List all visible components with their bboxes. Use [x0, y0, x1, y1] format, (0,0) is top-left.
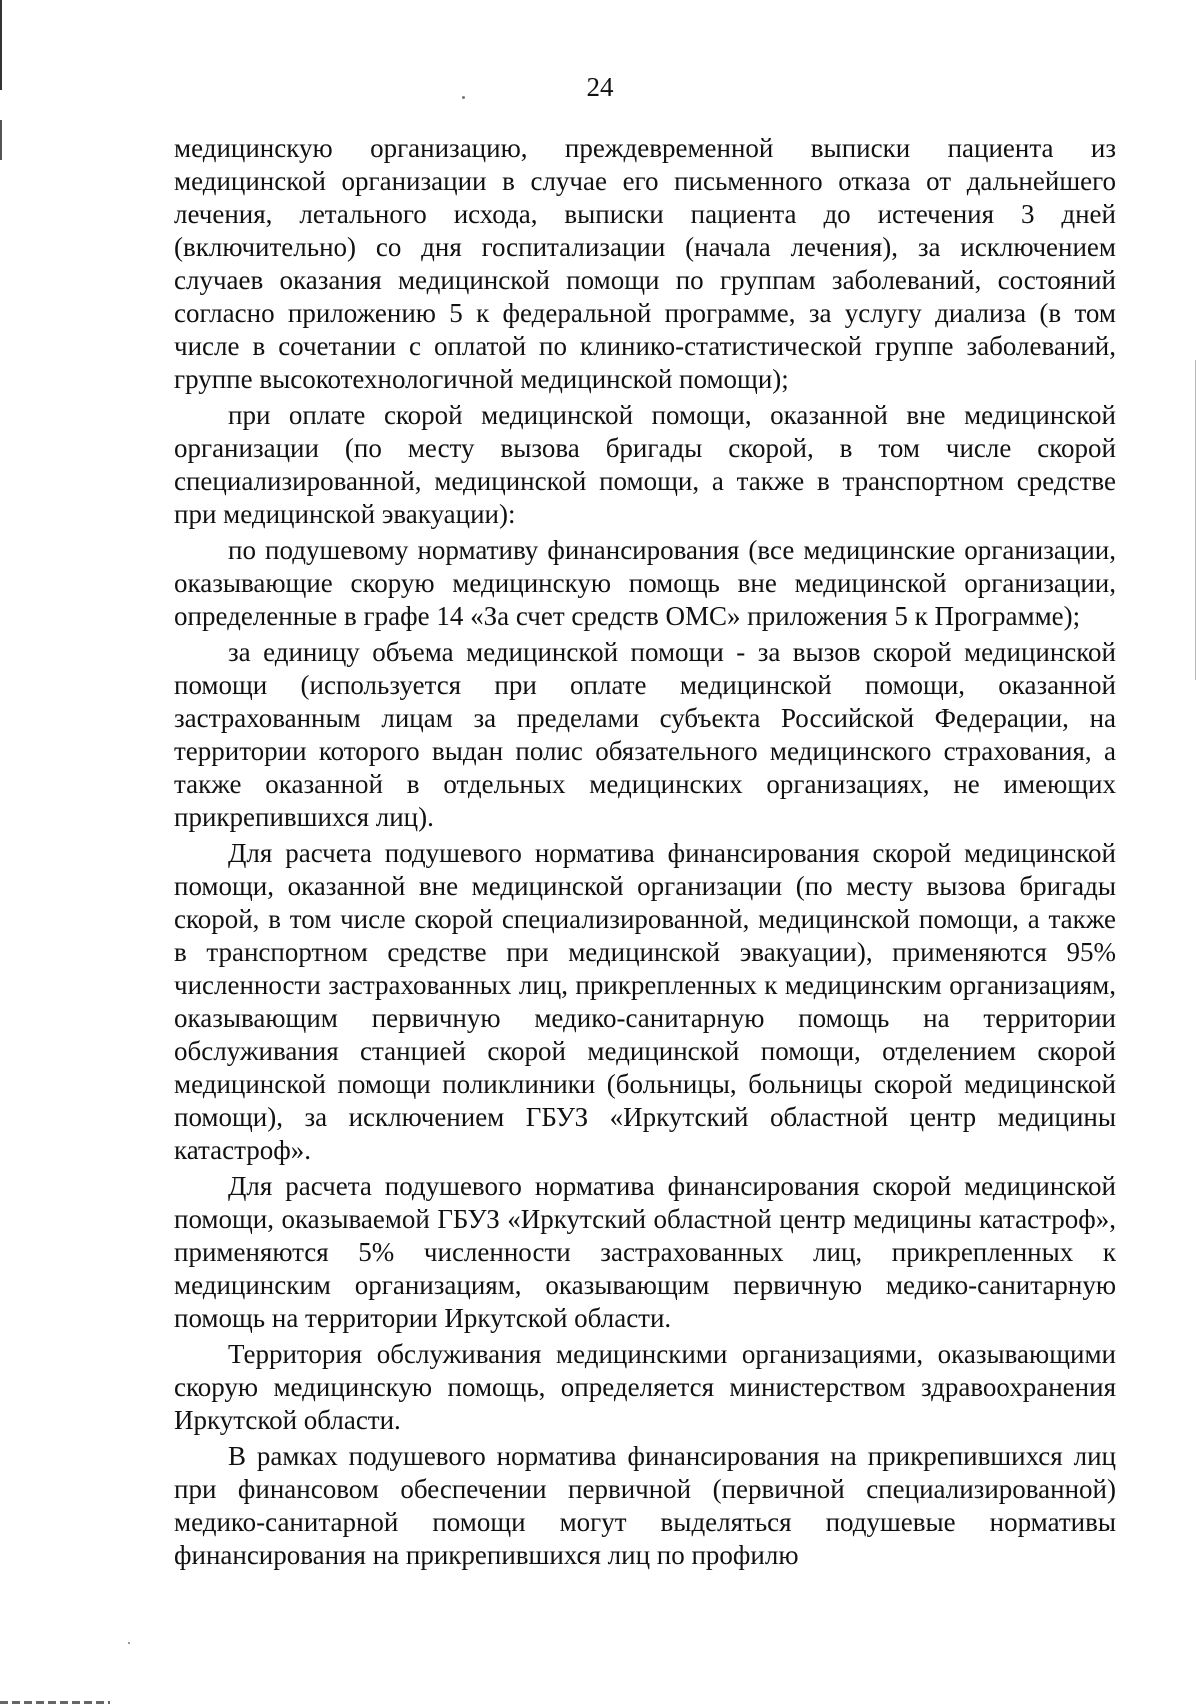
paragraph: Для расчета подушевого норматива финансирования скорой медицинской помощи, оказываемой ГБУЗ «Иркутский областной центр медицины катастроф», применяются 5% численности застрахованных лиц, прикрепленных к медицинским организациям, оказывающим первичную медико-санитарную помощь на территории Иркутской области.	[174, 1171, 1116, 1333]
page-number: 24	[586, 72, 614, 102]
paragraph: по подушевому нормативу финансирования (все медицинские организации, оказывающие скорую медицинскую помощь вне медицинской организации, определенные в графе 14 «За счет средств ОМС» приложения 5 к Программе);	[174, 535, 1116, 631]
document-body	[174, 132, 1116, 1572]
paragraph: медицинскую организацию, преждевременной выписки пациента из медицинской организации в случае его письменного отказа от дальнейшего лечения, летального исхода, выписки пациента до истечения 3 дней (включительно) со дня госпитализации (начала лечения), за исключением случаев оказания медицинской помощи по группам заболеваний, состояний согласно приложению 5 к федеральной программе, за услугу диализа (в том числе в сочетании с оплатой по клинико-статистической группе заболеваний, группе высокотехнологичной медицинской помощи);	[174, 133, 1116, 394]
paragraph: В рамках подушевого норматива финансирования на прикрепившихся лиц при финансовом обеспечении первичной (первичной специализированной) медико-санитарной помощи могут выделяться подушевые нормативы финансирования на прикрепившихся лиц по профилю	[174, 1441, 1116, 1570]
paragraph: за единицу объема медицинской помощи - за вызов скорой медицинской помощи (используется при оплате медицинской помощи, оказанной застрахованным лицам за пределами субъекта Российской Федерации, на территории которого выдан полис обязательного медицинского страхования, а также оказанной в отдельных медицинских организациях, не имеющих прикрепившихся лиц).	[174, 637, 1116, 832]
paragraph: Территория обслуживания медицинскими организациями, оказывающими скорую медицинскую помощь, определяется министерством здравоохранения Иркутской области.	[174, 1339, 1116, 1435]
paragraph: при оплате скорой медицинской помощи, оказанной вне медицинской организации (по месту вызова бригады скорой, в том числе скорой специализированной, медицинской помощи, а также в транспортном средстве при медицинской эвакуации):	[174, 400, 1116, 529]
scan-speck	[128, 1642, 130, 1644]
scan-edge-mark	[1195, 360, 1196, 680]
paragraph: Для расчета подушевого норматива финансирования скорой медицинской помощи, оказанной вне медицинской организации (по месту вызова бригады скорой, в том числе скорой специализированной, медицинской помощи, а также в транспортном средстве при медицинской эвакуации), применяются 95% численности застрахованных лиц, прикрепленных к медицинским организациям, оказывающим первичную медико-санитарную помощь на территории обслуживания станцией скорой медицинской помощи, отделением скорой медицинской помощи поликлиники (больницы, больницы скорой медицинской помощи), за исключением ГБУЗ «Иркутский областной центр медицины катастроф».	[174, 838, 1116, 1165]
scan-edge-mark	[0, 120, 2, 160]
